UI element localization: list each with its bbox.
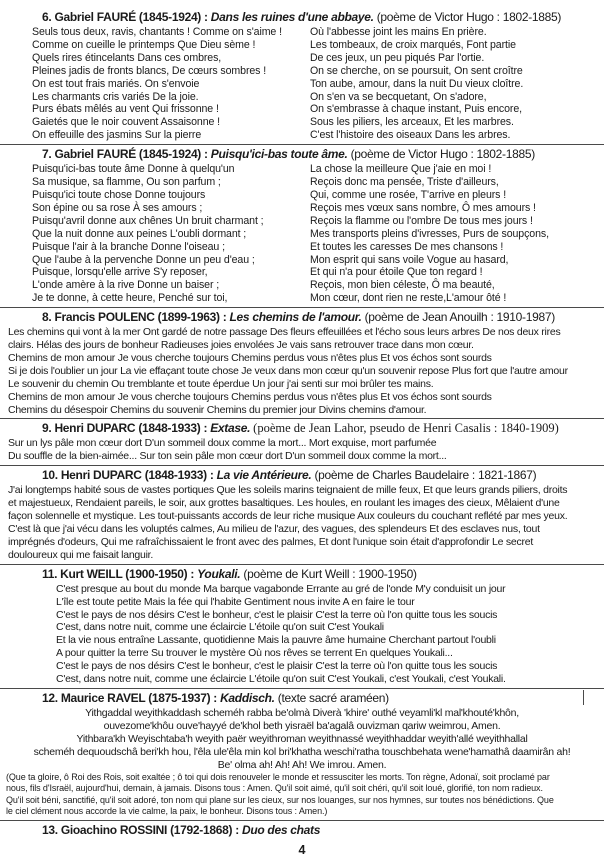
poem-line: Les tombeaux, de croix marqués, Font partie	[310, 38, 516, 51]
poem-line: Et la vie nous entraîne Lassante, quotidienne Mais la pauvre âme humaine Cherchant partout l'oubli	[56, 634, 496, 647]
poem-line: On est tout frais mariés. On s'envoie	[32, 77, 200, 90]
poem-attribution: (poème de Charles Baudelaire : 1821-1867)	[314, 468, 537, 483]
piece-section	[0, 566, 604, 689]
poem-line: Chemins de mon amour Je vous cherche toujours Chemins perdus vous n'êtes plus Et vos échos sont sourds	[8, 390, 492, 403]
poem-line: Pleines jadis de fronts blancs, De cœurs sombres !	[32, 64, 267, 77]
poem-line: Puisque l'air à la branche Donne l'oiseau ;	[32, 240, 225, 253]
poem-line: Qui, comme une rosée, T'arrive en pleurs !	[310, 188, 507, 201]
piece-title: La vie Antérieure.	[216, 468, 312, 483]
piece-section	[0, 146, 604, 308]
piece-number-composer: 11. Kurt WEILL (1900-1950) :	[42, 566, 195, 581]
piece-number-composer: 13. Gioachino ROSSINI (1792-1868) :	[42, 822, 239, 837]
poem-line: Quels rires étincelants Dans ces ombres,	[32, 51, 222, 64]
poem-line: Et toutes les caresses De mes chansons !	[310, 240, 504, 253]
poem-line: Reçois donc ma pensée, Triste d'ailleurs,	[310, 176, 499, 189]
poem-line: Yithgaddal weyithkaddash scheméh rabba be'olmà Diverà 'khire' outhé veyamli'kl mal'khouté'khôn,	[85, 706, 519, 719]
poem-line: Puisqu'ici toute chose Donne toujours	[32, 188, 206, 201]
poem-line: C'est le pays de nos désirs C'est le bonheur, c'est le plaisir C'est la terre où l'on quitte tous les soucis	[56, 608, 498, 621]
verse-columns	[0, 26, 604, 142]
piece-number-composer: 6. Gabriel FAURÉ (1845-1924) :	[42, 10, 208, 24]
poem-attribution: (poème de Kurt Weill : 1900-1950)	[243, 566, 417, 581]
poem-line: Gaietés que le noir couvent Assaisonne !	[32, 116, 220, 129]
poem-line: Mes transports pleins d'ivresses, Purs de soupçons,	[310, 227, 549, 240]
translation-note-line: (Que ta gloire, ô Roi des Rois, soit exaltée ; ô toi qui dois renouveler le monde et ressusciter les morts. Ton règne, Adonaï, soit proclamé par	[6, 771, 550, 782]
piece-title: Extase.	[210, 421, 251, 436]
piece-title: Kaddisch.	[220, 690, 275, 705]
verse-column-left	[0, 26, 302, 142]
poem-line: Les charmants cris variés De la joie.	[32, 90, 199, 103]
poem-line: Que la nuit donne aux peines L'oubli dormant ;	[32, 227, 247, 240]
poem-line: C'est, dans notre nuit, comme une éclaircie L'étoile qu'on suit C'est Youkali, c'est Youkali, c'est Youkali.	[56, 673, 506, 686]
poem-line: Sur un lys pâle mon cœur dort D'un sommeil doux comme la mort... Mort exquise, mort parfumée	[8, 437, 437, 450]
poem-line: On se cherche, on se poursuit, On sent croître	[310, 64, 523, 77]
piece-title: Puisqu'ici-bas toute âme.	[210, 147, 348, 162]
piece-section	[0, 822, 604, 841]
poem-line: Reçois, mon bien céleste, Ô ma beauté,	[310, 279, 495, 292]
poem-line: Be' olma ah! Ah! Ah! We imrou. Amen.	[217, 758, 387, 771]
poem-line: L'île est toute petite Mais la fée qui l'habite Gentiment nous invite A en faire le tour	[56, 595, 415, 608]
poem-line: J'ai longtemps habité sous de vastes portiques Que les soleils marins teignaient de mille feux, Et que leurs grands piliers, droits	[8, 484, 568, 497]
poem-line: douloureux qui me faisait languir.	[8, 548, 154, 561]
piece-number-composer: 12. Maurice RAVEL (1875-1937) :	[42, 690, 218, 705]
poem-line: On s'embrasse à chaque instant, Puis encore,	[310, 103, 522, 116]
poem-line: Mon cœur, dont rien ne reste,L'amour ôté !	[310, 292, 507, 305]
piece-title: Youkali.	[197, 566, 241, 581]
poem-line: Seuls tous deux, ravis, chantants ! Comme on s'aime !	[32, 26, 282, 38]
translation-note-line: le ciel clément nous accorde la vie calme, la paix, le bonheur. Disons tous : Amen.)	[6, 806, 328, 816]
poem-line: Purs ébats mêlés au vent Qui frissonne !	[32, 103, 219, 116]
poem-line: Comme on cueille le printemps Que Dieu sème !	[32, 38, 256, 51]
piece-heading	[0, 822, 604, 839]
poem-line: Et qui n'a pour étoile Que ton regard !	[310, 266, 483, 279]
poem-line: Puisque, lorsqu'elle arrive S'y reposer,	[32, 266, 208, 279]
poem-attribution: (texte sacré araméen)	[277, 690, 389, 705]
poem-line: C'est l'histoire des oiseaux Dans les arbres.	[310, 129, 511, 142]
poem-line: scheméh dequoudschâ beri'kh hou, l'êla ule'êla min kol bri'khatha weschi'ratha touschbehata wene'hamathâ daamirân ah!	[33, 745, 571, 758]
translation-note-line: nous, fils d'Israël, aujourd'hui, demain, à jamais. Disons tous : Amen. Qu'il soit aimé, qu'il soit chéri, qu'il soit loué, glorifié, ton nom radieux.	[6, 783, 543, 793]
piece-section	[0, 467, 604, 564]
poem-line: Que l'aube à la pervenche Donne un peu d'eau ;	[32, 253, 255, 266]
poem-line: C'est là que j'ai vécu dans les voluptés calmes, Au milieu de l'azur, des vagues, des splendeurs Et des esclaves nus, tout	[8, 523, 540, 535]
poem-line: Puisqu'avril donne aux chênes Un bruit charmant ;	[32, 214, 264, 227]
verse-columns	[0, 163, 604, 305]
poem-line: Le souvenir du chemin Ou tremblante et toute éperdue Un jour j'ai senti sur moi brûler tes mains.	[8, 377, 434, 390]
piece-number-composer: 10. Henri DUPARC (1848-1933) :	[42, 468, 214, 483]
piece-section	[0, 420, 604, 466]
piece-heading	[0, 9, 604, 26]
poem-line: Reçois mes vœux sans nombre, Ô mes amours !	[310, 201, 536, 214]
piece-heading	[0, 146, 604, 163]
poem-attribution: (poème de Victor Hugo : 1802-1885)	[376, 10, 562, 24]
poem-line: On effeuille des jasmins Sur la pierre	[32, 129, 202, 142]
piece-number-composer: 7. Gabriel FAURÉ (1845-1924) :	[42, 147, 208, 162]
poem-line: C'est, dans notre nuit, comme une éclaircie L'étoile qu'on suit C'est Youkali	[56, 621, 384, 634]
piece-heading	[0, 420, 604, 437]
piece-heading	[0, 467, 604, 484]
poem-line: Si je dois l'oublier un jour La vie effaçant toute chose Je veux dans mon cœur qu'un souvenir repose Plus fort que l'autre amour	[8, 364, 568, 377]
poem-line: La chose la meilleure Que j'aie en moi !	[310, 163, 492, 176]
piece-title: Les chemins de l'amour.	[229, 310, 362, 325]
piece-number-composer: 8. Francis POULENC (1899-1963) :	[42, 310, 227, 325]
translation-note-line: Qu'il soit béni, sanctifié, qu'il soit adoré, ton nom qui plane sur les cieux, sur nos louanges, sur nos hymnes, sur toutes nos bénédictions. Que	[6, 794, 554, 805]
poem-line: Du souffle de la bien-aimée... Sur ton sein pâle mon cœur dort D'un sommeil doux comme la mort...	[8, 450, 447, 463]
verse-column-right	[302, 163, 604, 305]
poem-line: Ton aube, amour, dans la nuit Du vieux cloître.	[310, 77, 524, 90]
program-sections	[0, 9, 604, 841]
poem-line: C'est le pays de nos désirs C'est le bonheur, c'est le plaisir C'est la terre où l'on quitte tous les soucis	[56, 660, 498, 673]
poem-line: C'est presque au bout du monde Ma barque vagabonde Errante au gré de l'onde M'y conduisit un jour	[56, 582, 506, 595]
table-border-artifact	[583, 690, 584, 705]
piece-section	[0, 309, 604, 419]
poem-line: ouvezome'khôu ouve'hayyé de'khol beth yisraël ba'agalâ ouvizman qariw weimrou, Amen.	[103, 719, 501, 732]
poem-line: On s'en va se becquetant, On s'adore,	[310, 90, 487, 103]
poem-line: Son épine ou sa rose À ses amours ;	[32, 201, 203, 214]
poem-attribution: (poème de Jean Anouilh : 1910-1987)	[364, 310, 555, 325]
piece-heading	[0, 690, 604, 707]
poem-line: De ces jeux, un peu piqués Par l'ortie.	[310, 51, 485, 64]
poem-line: Reçois la flamme ou l'ombre De tous mes jours !	[310, 214, 533, 227]
poem-line: clairs. Hélas des jours de bonheur Radieuses joies envolées Je vais sans retrouver trace dans mon cœur.	[8, 339, 474, 352]
poem-line: et majestueux, Rendaient pareils, le soir, aux grottes basaltiques. Les houles, en roulant les images des cieux, Mêlaient d'une	[8, 497, 560, 510]
poem-line: Chemins de mon amour Je vous cherche toujours Chemins perdus vous n'êtes plus Et vos échos sont sourds	[8, 351, 492, 364]
poem-line: Où l'abbesse joint les mains En prière.	[310, 26, 487, 38]
poem-line: L'onde amère à la rive Donne un baiser ;	[32, 279, 220, 292]
piece-section	[0, 9, 604, 145]
poem-attribution: (poème de Victor Hugo : 1802-1885)	[350, 147, 535, 162]
poem-line: Sous les piliers, les arceaux, Et les marbres.	[310, 116, 514, 129]
poem-line: Yithbara'kh Weyischtaba'h weyith paër weyithroman weyithnassé weyithhaddar weyith'allé weyithhallal	[76, 732, 528, 745]
poem-line: Mon esprit qui sans voile Vogue au hasard,	[310, 253, 509, 266]
poem-line: Chemins du désespoir Chemins du souvenir Chemins du premier jour Divins chemins d'amour.	[8, 403, 427, 416]
poem-line: imprégnés d'odeurs, Qui me rafraîchissaient le front avec des palmes, Et dont l'unique soin était d'approfondir Le secret	[8, 535, 533, 548]
poem-line: façon solennelle et mystique. Les tout-puissants accords de leur riche musique Aux couleurs du couchant reflété par mes yeux.	[8, 510, 568, 523]
poem-line: A pour quitter la terre Su trouver le mystère Où nos rêves se terrent En quelques Youkali...	[56, 647, 453, 660]
poem-line: Sa musique, sa flamme, Ou son parfum ;	[32, 176, 221, 189]
piece-title: Duo des chats	[241, 822, 321, 837]
poem-line: Puisqu'ici-bas toute âme Donne à quelqu'un	[32, 163, 235, 176]
verse-column-left	[0, 163, 302, 305]
piece-heading	[0, 309, 604, 326]
piece-heading	[0, 566, 604, 583]
piece-section	[0, 690, 604, 821]
poem-line: Les chemins qui vont à la mer Ont gardé de notre passage Des fleurs effeuillées et l'écho sous leurs arbres De nos deux rires	[8, 326, 561, 339]
poem-line: Je te donne, à cette heure, Penché sur toi,	[32, 292, 228, 305]
poem-attribution: (poème de Jean Lahor, pseudo de Henri Casalis : 1840-1909)	[253, 421, 559, 436]
verse-column-right	[302, 26, 604, 142]
piece-title: Dans les ruines d'une abbaye.	[210, 10, 374, 24]
piece-number-composer: 9. Henri DUPARC (1848-1933) :	[42, 421, 208, 436]
page-number: 4	[298, 842, 306, 856]
